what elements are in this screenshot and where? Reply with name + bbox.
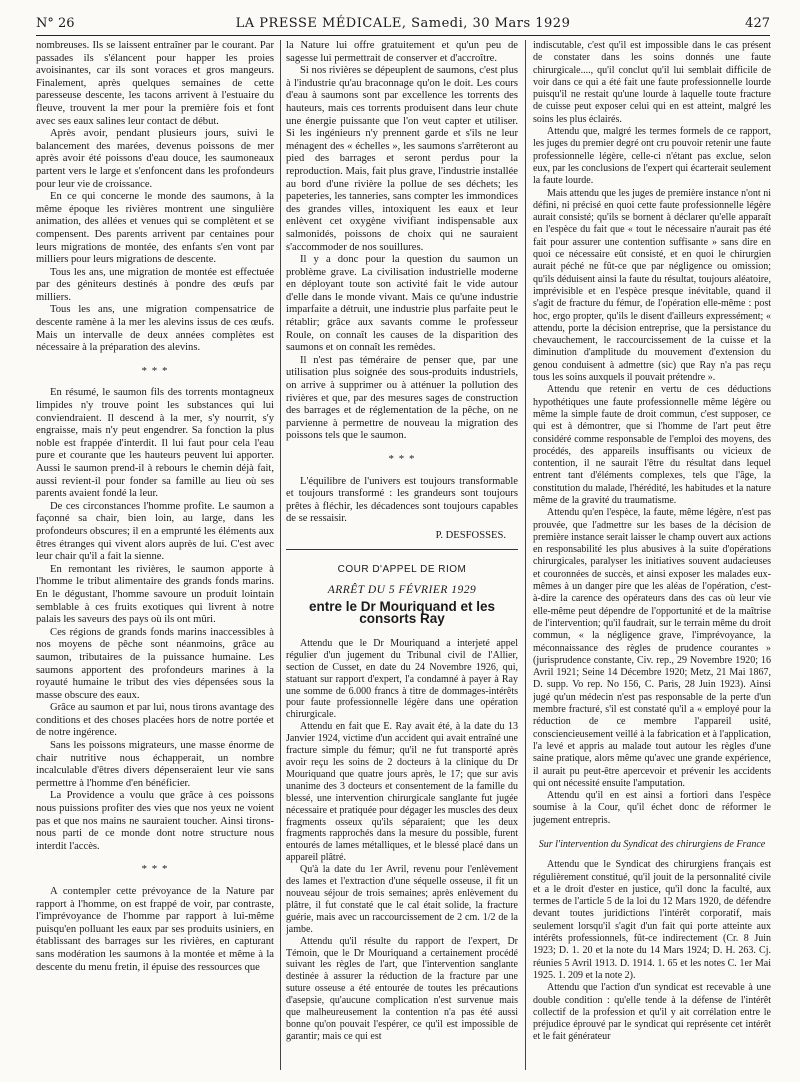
author-signature: P. DESFOSSES. [435, 529, 506, 541]
paragraph: L'équilibre de l'univers est toujours transformable et toujours transformé : les grandeurs sont toujours prêtes à fléchir, les décadences sont toujours capables de se ressaisir. [286, 475, 518, 525]
column-divider [525, 40, 526, 1070]
court-heading: COUR D'APPEL DE RIOM [337, 563, 467, 575]
ruling-date: ARRÊT DU 5 FÉVRIER 1929 [327, 584, 477, 597]
paragraph: Attendu qu'il résulte du rapport de l'expert, Dr Témoin, que le Dr Mouriquand a certainement procédé suivant les règles de l'art, que l'intervention sanglante destinée à assurer la réduction de la fracture par une suture osseuse a été entourée de toutes les précautions d'asepsie, qu'aucune complication n'est survenue mais que malheureusement la contention n'a pas été aussi bonne qu'on pouvait l'espérer, ce qu'il est impossible de garantir; mais ce qui est [286, 935, 518, 1042]
paragraph: En ce qui concerne le monde des saumons, à la même époque les rivières montrent une singulière animation, des allées et venues qui se complètent et se compensent. Des parents arrivent par centaines pour leurs migrations de montée, des enfants s'en vont par milliers pour leurs migrations de descente. [36, 191, 274, 266]
column-2 [286, 40, 518, 1072]
paragraph: Attendu qu'en l'espèce, la faute, même légère, n'est pas prouvée, que l'admettre sur les bases de la décision de première instance serait laisser le champ ouvert aux actions en responsabilité les plus abusives à la suite d'opérations chirurgicales, paralyser les initiatives souvent audacieuses et couronnées de succès, et ainsi exposer les malades eux-mêmes à un danger pire que les aléas de l'opération, c'est-à-dire la carence des opérateurs dans des cas où leur vie elle-même peut dépendre de l'opportunité et de la maîtrise de l'intervention; qu'il faudrait, sur le terrain même du droit commun, « la négligence grave, l'imprévoyance, la méconnaissance des règles de prudence courantes » (jurisprudence constante, Civ. rep., 29 Novembre 1920; 16 Avril 1921; Seine 14 Décembre 1920; Metz, 21 Mai 1867, D. supp. Vo rep. No 156, C. Paris, 28 Juin 1923). Ainsi jugé qu'un médecin n'est pas responsable de la perte d'un membre fracturé, s'il est constaté qu'il a « employé pour la réduction de ce membre l'appareil usité, consciencieusement veillé à la fabrication et à l'application, l'a levé et appris au malade tout autour les règles d'une saine pratique, alors même qu'avec une grande expérience, il aurait pu peut-être apercevoir et prévenir les accidents qui ont nécessité ensuite l'amputation. [533, 507, 771, 789]
issue-number: N° 26 [36, 16, 75, 31]
paragraph: la Nature lui offre gratuitement et qu'un peu de sagesse lui permettrait de conserver et d'accroître. [286, 40, 518, 64]
paragraph: De ces circonstances l'homme profite. Le saumon a façonné sa chair, bien loin, au large, dans les profondeurs obscures; il en a emprunté les éléments aux êtres étranges qui vivent alors auprès de lui. C'est avec leur chair qu'il a fait la sienne. [36, 500, 274, 563]
journal-title: LA PRESSE MÉDICALE, Samedi, 30 Mars 1929 [235, 16, 571, 31]
paragraph: Après avoir, pendant plusieurs jours, suivi le balancement des marées, devenus poissons de mer après avoir été poissons d'eau douce, les saumoneaux partent vers le large et s'enfoncent dans les profondeurs pour leur vie de croissance. [36, 128, 274, 190]
paragraph: Qu'à la date du 1er Avril, revenu pour l'enlèvement des lames et l'extraction d'une séquelle osseuse, il fit un nouveau séjour de trois semaines; après enlèvement du plâtre, il fut constaté que le cal était solide, la fracture guérie, mais avec un raccourcissement de 2 cm. 1/2 de la jambe. [286, 864, 518, 935]
paragraph: Sans les poissons migrateurs, une masse énorme de chair nutritive nous échapperait, un nombre incalculable d'êtres divers dépenseraient leur vie sans permettre à l'homme d'en bénéficier. [36, 740, 274, 789]
column-3 [533, 40, 771, 1072]
paragraph: Tous les ans, une migration compensatrice de descente ramène à la mer les alevins issus de ces œufs. Mais un intervalle de deux années complètes est nécessaire à la préparation des alevins. [36, 304, 274, 354]
paragraph: A contempler cette prévoyance de la Nature par rapport à l'homme, on est frappé de voir, par contraste, l'imprévoyance de l'homme par rapport à lui-même puisqu'en polluant les eaux par ses produits usiniers, en établissant des barrages sur les rivières, en capturant sans modération les saumons à la montée et même à la descente du menu fretin, il épuise des ressources que [36, 886, 274, 973]
section-separator: * * * [141, 863, 169, 876]
paragraph: Attendu qu'il en est ainsi a fortiori dans l'espèce soumise à la Cour, qu'il échet donc de réformer le jugement entrepris. [533, 790, 771, 826]
section-separator: * * * [388, 453, 416, 465]
paragraph: Mais attendu que les juges de première instance n'ont ni défini, ni précisé en quoi cette faute professionnelle légère aurait consisté; qu'ils se bornent à déclarer qu'elle apparaît en l'espèce du fait que « tout le nécessaire n'aurait pas été fait pour assurer une contention suffisante » sans dire en quoi ce nécessaire eût consisté, et en quoi le chirurgien aurait péché ne fût-ce que par négligence ou omission; qu'ils déduisent ainsi la faute du résultat, toujours aléatoire, imprévisible et en l'espèce presque inévitable, quand il s'agit de fracture du fémur, de l'opération elle-même : post hoc, ergo propter, qu'ils le disent d'ailleurs expressément; « attendu, porte la décision entreprise, que la persistance du chevauchement, le raccourcissement de la cuisse et la diminution d'amplitude du mouvement d'extension du genou conduisent à admettre (sic) que Ray n'a pas reçu tous les soins auxquels il pouvait prétendre ». [533, 187, 771, 384]
paragraph: Tous les ans, une migration de montée est effectuée par des géniteurs destinés à pondre des œufs par milliers. [36, 266, 274, 303]
paragraph: Attendu en fait que E. Ray avait été, à la date du 13 Janvier 1924, victime d'un accident qui avait entraîné une fracture simple du fémur; qu'il ne fut transporté après avoir reçu les soins de 2 docteurs à la clinique du Dr Mouriquand que quatre jours après, le 17; que sur avis unanime des 3 docteurs et consentement de la famille du blessé, une intervention chirurgicale sanglante fut jugée nécessaire et pratiquée pour dégager les muscles des deux fragments osseux qu'ils séparaient; que les deux fragments rapprochés dans la mesure du possible, furent entourés de lames métalliques, et le blessé placé dans un appareil plâtré. [286, 721, 518, 864]
paragraph: Attendu que le Dr Mouriquand a interjeté appel régulier d'un jugement du Tribunal civil de l'Allier, section de Cusset, en date du 24 Novembre 1926, qui, statuant sur rapport d'expert, l'a condamné à payer à Ray une somme de 6.000 francs à titre de dommages-intérêts pour faute professionnelle légère dans une opération chirurgicale. [286, 637, 518, 721]
paragraph: En résumé, le saumon fils des torrents montagneux limpides n'y trouve point les substances qui lui conviendraient. Il descend à la mer, s'y nourrit, s'y engraisse, mais n'y peut engendrer. Sa fonction la plus noble est frappée d'interdit. Il lui faut pour cela l'eau pure et courante que les hauteurs peuvent lui apporter. Aussi le saumon prend-il à rebours le chemin déjà fait, aussi revient-il pour fonder sa famille au lieu où ses parents avaient fondé la leur. [36, 387, 274, 500]
column-1 [36, 40, 274, 1072]
header-rule [36, 35, 770, 36]
page-header [36, 10, 770, 34]
section-rule [286, 549, 518, 550]
paragraph: Attendu que le Syndicat des chirurgiens français est régulièrement constitué, qu'il jouit de la personnalité civile et a le droit d'ester en justice, qu'il donc la faculté, aux termes de l'article 5 de la loi du 12 Mars 1920, de défendre devant toutes juridictions l'intérêt corporatif, mais seulement lorsqu'il s'agit d'un fait qui porte atteinte aux intérêts professionnels, fût-ce indirectement (Cr. 8 Juin 1923; D. 1. 20 et la note du 14 Mars 1924; D. H. 263. Cj. réunies 5 Avril 1913. D. 1914. 1. 65 et les notes C. 1er Mai 1925. 1. 209 et la note 2). [533, 859, 771, 981]
section-separator: * * * [141, 364, 169, 377]
paragraph: Ces régions de grands fonds marins inaccessibles à nos moyens de pêche sont néanmoins, grâce au saumon, tributaires de la puissance humaine. Les saumons apportent des profondeurs marines à la royauté humaine le tribut des vies dépensées sous la masse obscure des eaux. [36, 626, 274, 701]
page-number: 427 [745, 16, 770, 31]
paragraph: Si nos rivières se dépeuplent de saumons, c'est plus à l'industrie qu'au braconnage qu'on le doit. Les cours d'eau à saumons sont par excellence les torrents des hauteurs, mais ces torrents produisent dans leur chute une énergie puissante que l'on veut capter et utiliser. Si les ingénieurs n'y prennent garde et s'ils ne leur ménagent des « échelles », les saumons s'arrêteront au pied des barrages et seront perdus pour la reproduction. Mais, fait plus grave, l'industrie installée au bord d'une rivière la pollue de ses déchets; les papeteries, les tanneries, sans compter les immondices des grandes villes, intoxiquent les eaux et leur enlèvent cet oxygène vivifiant indispensable aux salmonidés, poissons de choix qui ne sauraient s'accommoder de nos souillures. [286, 65, 518, 253]
paragraph: La Providence a voulu que grâce à ces poissons nous puissions profiter des vies que nos yeux ne voient pas et que nos mains ne sauraient toucher. Ainsi tirons-nous parti de ce monde dont notre structure nous interdit l'accès. [36, 790, 274, 852]
paragraph: nombreuses. Ils se laissent entraîner par le courant. Par passades ils s'élancent pour happer les proies avoisinantes, car ils sont voraces et gros mangeurs. Finalement, après quelques semaines de cette paresseuse descente, les tacons arrivent à l'estuaire du fleuve, trouvent la mer pour la première fois et font avec ses eaux salines leur contact de début. [36, 40, 274, 127]
case-headline: entre le Dr Mouriquand et les consorts Ray [308, 598, 496, 627]
paragraph: En remontant les rivières, le saumon apporte à l'homme le tribut alimentaire des grands fonds marins. En le dégustant, l'homme savoure un produit lointain semblable à ces fruits exotiques qui livrent à notre palais les saveurs des pays où ils ont mûri. [36, 563, 274, 626]
paragraph: indiscutable, c'est qu'il est impossible dans le cas présent de constater dans les soins donnés une faute chirurgicale...., qu'il conclut qu'il lui semblait difficile de voir dans ce qui a été fait une faute professionnelle lourde puisqu'il ne restait qu'une lourde à laquelle toute fracture de cuisse peut exposer celui qui en est atteint, malgré les soins les plus éclairés. [533, 40, 771, 125]
paragraph: Attendu que retenir en vertu de ces déductions hypothétiques une faute professionnelle même légère ou même la simple faute de droit commun, c'est supposer, ce qui est à démontrer, que si l'homme de l'art peut être considéré comme responsable de l'emploi des moyens, des procédés, des appareils insuffisants ou vicieux de contention, il ne saurait l'être du résultat dans lequel entrent tant d'éléments complexes, tels que l'âge, la constitution du malade, l'hérédité, les habitudes et la nature même de la gravité du traumatisme. [533, 384, 771, 506]
column-divider [280, 40, 281, 1070]
paragraph: Il y a donc pour la question du saumon un problème grave. La civilisation industrielle moderne en déployant toute son activité fait le vide autour d'elle dans le monde vivant. Mais ce qu'une industrie imparfaite a détruit, une industrie plus parfaite peut le rétablir; grâce aux savants comme le professeur Roule, on connaît les causes de la disparition des saumons et on connaît les remèdes. [286, 254, 518, 354]
paragraph: Il n'est pas téméraire de penser que, par une utilisation plus soignée des sous-produits industriels, on arrive à supprimer ou à atténuer la pollution des rivières et que, par des mesures sages de construction des barrages et de réglementation de la pêche, on ne parvienne à permettre de nouveau la migration des poissons tels que le saumon. [286, 354, 518, 442]
section-subheading: Sur l'intervention du Syndicat des chirurgiens de France [538, 839, 766, 850]
paragraph: Attendu que, malgré les termes formels de ce rapport, les juges du premier degré ont cru pouvoir retenir une faute professionnelle légère, celle-ci n'étant pas exclue, selon eux, par les conclusions de l'expert qui écarterait seulement la faute lourde. [533, 126, 771, 187]
paragraph: Grâce au saumon et par lui, nous tirons avantage des conditions et des choses placées hors de notre portée et de notre ingérence. [36, 702, 274, 739]
paragraph: Attendu que l'action d'un syndicat est recevable à une double condition : qu'elle tende à la défense de l'intérêt collectif de la profession et qu'il y ait corrélation entre le préjudice éprouvé par le syndicat qui représente cet intérêt et le fait générateur [533, 982, 771, 1043]
